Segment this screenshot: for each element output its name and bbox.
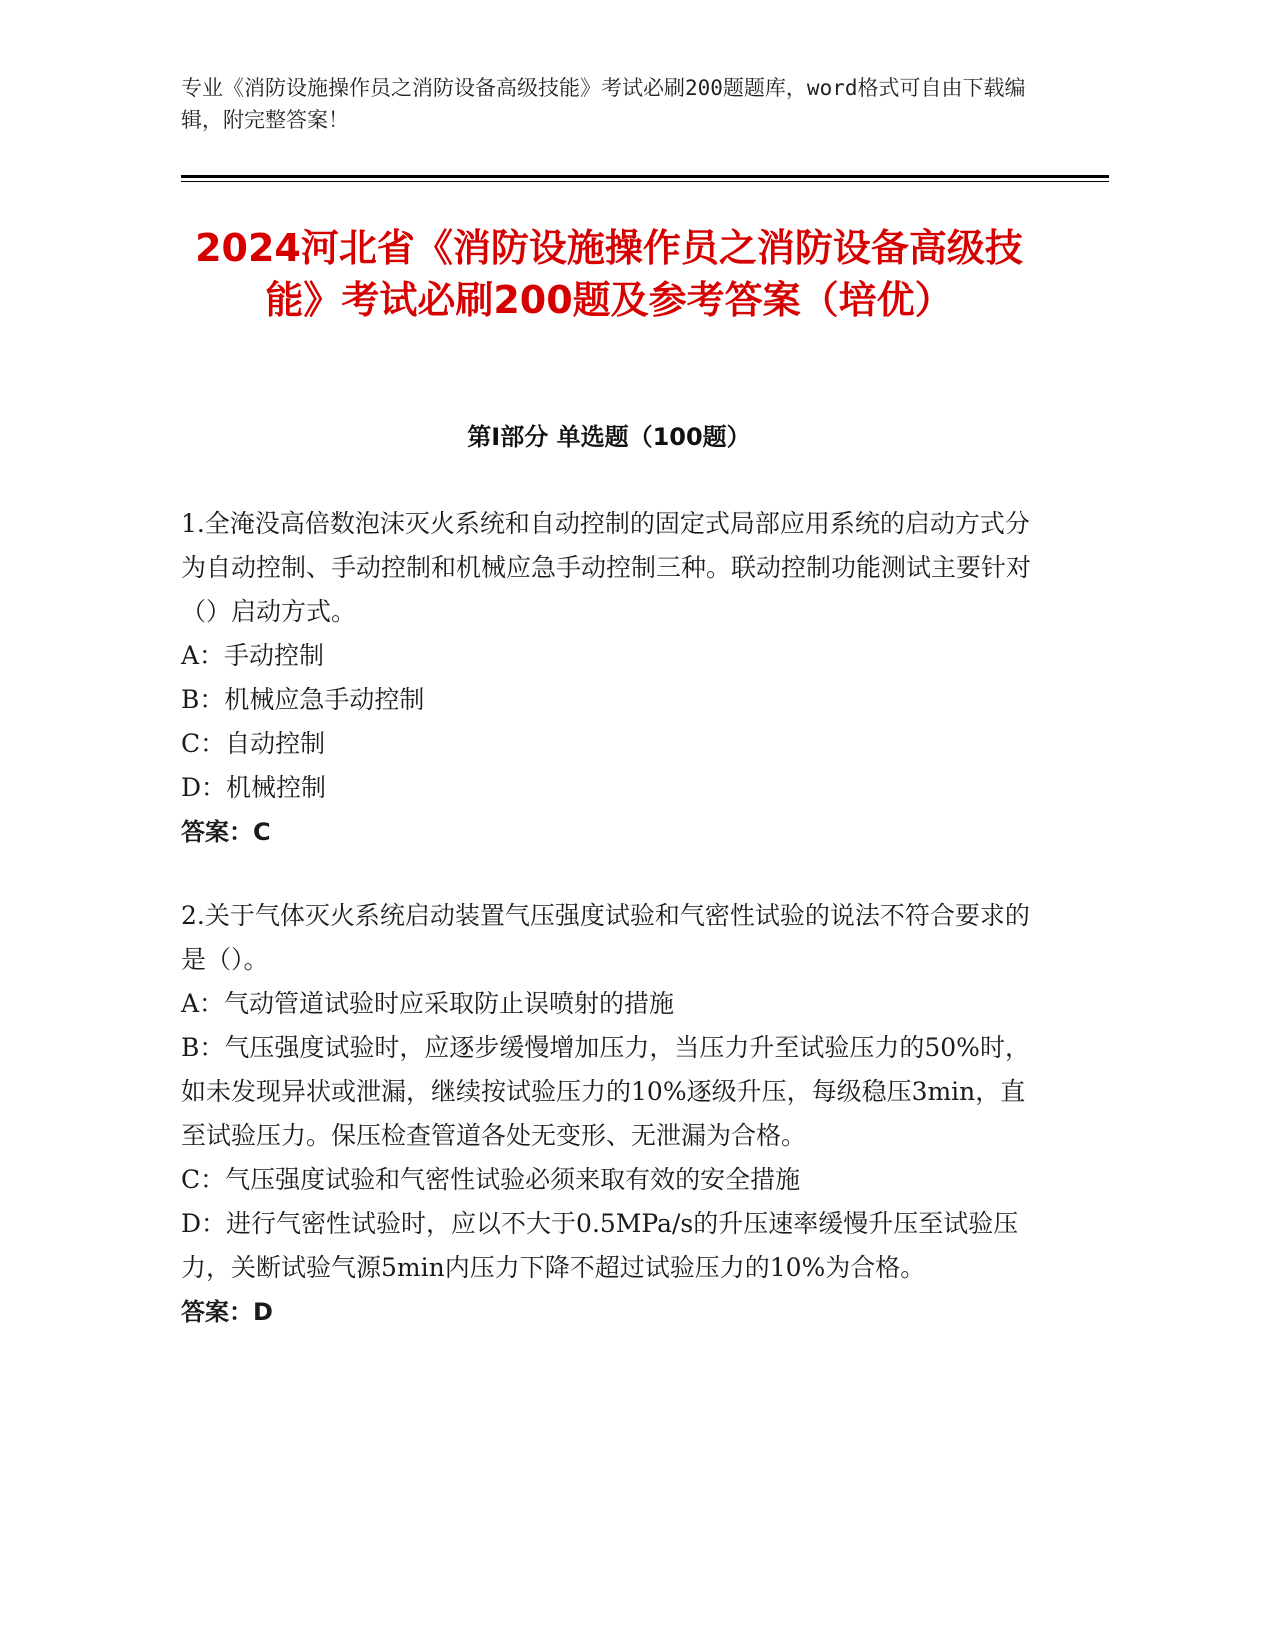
header-rule-thin: [181, 181, 1109, 182]
answer: 答案：C: [181, 818, 271, 846]
section-heading: 第I部分 单选题（100题）: [467, 423, 751, 451]
question-2: [181, 894, 1031, 1334]
option-a: A：气动管道试验时应采取防止误喷射的措施: [181, 989, 675, 1018]
header-rule-thick: [181, 175, 1109, 178]
question-1: [181, 502, 1031, 854]
option-d: D：机械控制: [181, 773, 327, 802]
answer: 答案：D: [181, 1298, 273, 1326]
document-page: [181, 0, 1111, 1650]
option-a: A：手动控制: [181, 641, 325, 670]
document-title: 2024河北省《消防设施操作员之消防设备高级技能》考试必刷200题及参考答案（培优）: [195, 226, 1023, 322]
header-note: 专业《消防设施操作员之消防设备高级技能》考试必刷200题题库，word格式可自由下载编辑，附完整答案！: [181, 76, 1026, 132]
option-c: C：气压强度试验和气密性试验必须来取有效的安全措施: [181, 1165, 801, 1194]
option-b: B：气压强度试验时，应逐步缓慢增加压力，当压力升至试验压力的50%时，如未发现异状或泄漏，继续按试验压力的10%逐级升压，每级稳压3min，直至试验压力。保压检查管道各处无变形、无泄漏为合格。: [181, 1033, 1030, 1150]
option-b: B：机械应急手动控制: [181, 685, 425, 714]
option-c: C：自动控制: [181, 729, 326, 758]
question-stem: 1.全淹没高倍数泡沫灭火系统和自动控制的固定式局部应用系统的启动方式分为自动控制、手动控制和机械应急手动控制三种。联动控制功能测试主要针对（）启动方式。: [181, 509, 1032, 626]
question-stem: 2.关于气体灭火系统启动装置气压强度试验和气密性试验的说法不符合要求的是（）。: [181, 901, 1030, 974]
option-d: D：进行气密性试验时，应以不大于0.5MPa/s的升压速率缓慢升压至试验压力，关断试验气源5min内压力下降不超过试验压力的10%为合格。: [181, 1209, 1019, 1282]
